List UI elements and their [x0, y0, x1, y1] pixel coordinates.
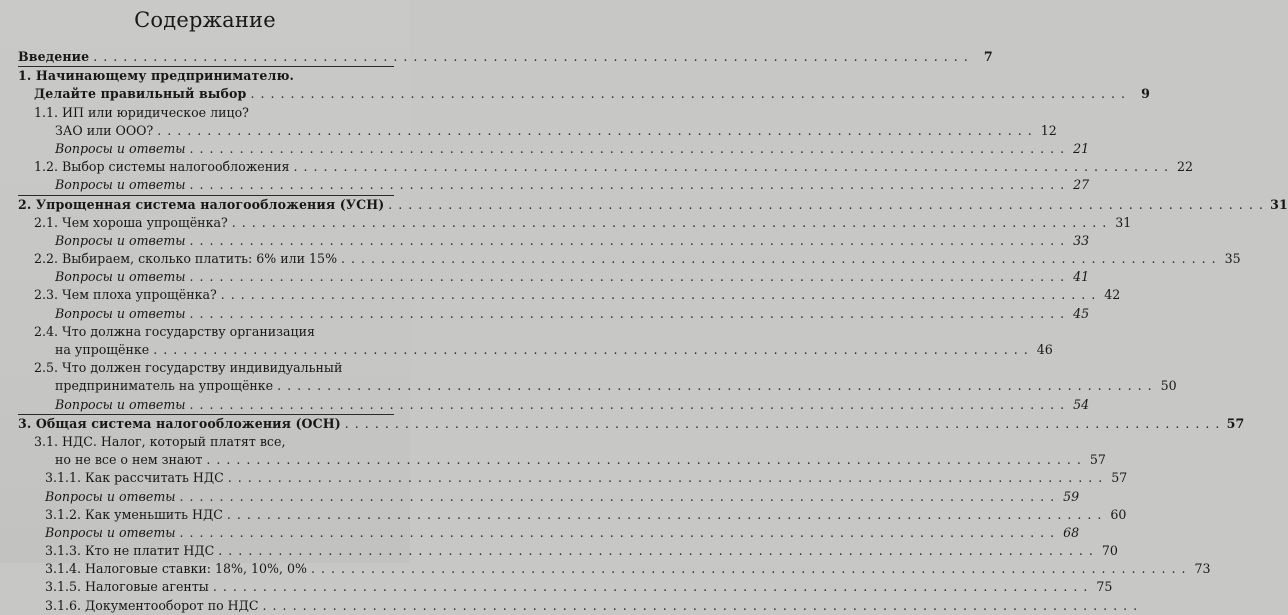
toc-entry-title: 3.1.2. Как уменьшить НДС: [45, 506, 223, 522]
toc-entry: [18, 122, 1057, 140]
toc-entry-title: 2.3. Чем плоха упрощёнка?: [34, 287, 217, 303]
toc-entry-title: 3.1.4. Налоговые ставки: 18%, 10%, 0%: [45, 561, 307, 577]
dot-leader: [153, 122, 1037, 140]
dot-leader: [307, 560, 1191, 578]
dot-leader: [209, 578, 1093, 596]
toc-entry: [18, 469, 1128, 487]
dot-leader: [202, 451, 1086, 469]
table-of-contents: [18, 48, 1288, 615]
toc-entry-title: на упрощёнке: [55, 342, 150, 357]
toc-entry-page: 42: [1104, 287, 1121, 303]
toc-entry-page: 45: [1073, 305, 1090, 321]
toc-entry-page: 22: [1177, 159, 1194, 175]
toc-entry-title: 2. Упрощенная система налогообложения (УСН): [18, 196, 385, 212]
toc-entry: [18, 524, 1080, 542]
toc-entry: [18, 506, 1127, 524]
toc-entry: [18, 377, 1177, 395]
dot-leader: [186, 305, 1070, 323]
toc-entry-page: 70: [1101, 543, 1118, 559]
toc-entry-title: 2.5. Что должен государству индивидуальный: [34, 360, 343, 376]
toc-entry-title: 3. Общая система налогообложения (ОСН): [18, 415, 341, 431]
dot-leader: [186, 268, 1070, 286]
toc-entry-page: 12: [1040, 122, 1057, 138]
toc-entry-title: 1.1. ИП или юридическое лицо?: [34, 104, 249, 120]
toc-entry: [18, 414, 1245, 433]
toc-entry-title: но не все о нем знают: [55, 452, 203, 468]
toc-entry-page: 57: [1111, 470, 1128, 486]
toc-entry-page: 7: [983, 49, 993, 64]
toc-entry-title: Вопросы и ответы: [55, 232, 186, 248]
toc-entry-page: 41: [1073, 269, 1090, 285]
toc-entry-page: 60: [1110, 506, 1127, 522]
toc-entry: [18, 396, 1090, 414]
toc-entry-page: 35: [1224, 251, 1241, 267]
toc-entry: [18, 140, 1090, 158]
dot-leader: [89, 48, 973, 66]
dot-leader: [214, 542, 1098, 560]
toc-entry-page: 31: [1270, 196, 1288, 212]
toc-entry: [18, 158, 1194, 176]
dot-leader: [149, 341, 1033, 359]
toc-entry-title: Вопросы и ответы: [55, 305, 186, 321]
toc-entry-page: 57: [1089, 452, 1106, 468]
dot-leader: [273, 377, 1157, 395]
toc-entry-title: 1.2. Выбор системы налогообложения: [34, 159, 290, 175]
dot-leader: [337, 250, 1221, 268]
toc-entry-title: 3.1.3. Кто не платит НДС: [45, 543, 215, 559]
toc-entry: [18, 48, 993, 66]
toc-entry-title: 1. Начинающему предпринимателю.: [18, 68, 295, 84]
toc-entry: [18, 176, 1090, 194]
toc-entry-page: 57: [1226, 415, 1245, 431]
toc-entry: [18, 488, 1080, 506]
toc-entry-page: 46: [1036, 342, 1053, 357]
toc-entry: [18, 578, 1113, 596]
dot-leader: [186, 140, 1070, 158]
toc-entry-title: предприниматель на упрощёнке: [55, 378, 274, 394]
toc-entry-title: 3.1.1. Как рассчитать НДС: [45, 470, 224, 486]
toc-entry-page: 9: [1141, 86, 1151, 102]
toc-entry: [18, 341, 1053, 359]
dot-leader: [228, 214, 1112, 232]
toc-entry: [18, 286, 1121, 304]
dot-leader: [341, 415, 1225, 433]
toc-entry-title: 2.2. Выбираем, сколько платить: 6% или 15%: [34, 251, 338, 267]
toc-entry-title: 2.4. Что должна государству организация: [34, 323, 315, 339]
toc-entry: [18, 250, 1241, 268]
toc-entry: [18, 560, 1211, 578]
toc-entry: [18, 305, 1090, 323]
toc-entry: [18, 359, 394, 377]
toc-entry-title: Вопросы и ответы: [45, 524, 176, 540]
toc-entry-title: Вопросы и ответы: [55, 396, 186, 412]
toc-entry-page: 50: [1160, 378, 1177, 394]
dot-leader: [176, 524, 1060, 542]
dot-leader: [223, 506, 1107, 524]
toc-entry-page: 31: [1115, 214, 1132, 230]
toc-entry-page: 73: [1194, 561, 1211, 577]
dot-leader: [224, 469, 1108, 487]
toc-entry-title: 3.1.5. Налоговые агенты: [45, 579, 209, 595]
toc-entry-title: Вопросы и ответы: [55, 140, 186, 156]
toc-entry: [18, 323, 394, 341]
toc-entry: [18, 104, 394, 122]
toc-entry: [18, 597, 394, 615]
dot-leader: [186, 396, 1070, 414]
page-title: Содержание: [134, 8, 276, 32]
toc-entry: [18, 195, 1288, 214]
dot-leader: [259, 597, 1143, 615]
toc-entry-page: 75: [1096, 579, 1113, 595]
dot-leader: [217, 286, 1101, 304]
toc-entry-page: 68: [1063, 524, 1080, 540]
toc-entry-page: 54: [1073, 396, 1090, 412]
toc-entry-title: Вопросы и ответы: [55, 269, 186, 285]
dot-leader: [289, 158, 1173, 176]
dot-leader: [246, 85, 1130, 103]
toc-entry-title: ЗАО или ООО?: [55, 122, 154, 138]
toc-entry-title: Вопросы и ответы: [45, 488, 176, 504]
toc-entry: [18, 542, 1118, 560]
dot-leader: [186, 176, 1070, 194]
toc-entry-page: 27: [1073, 177, 1090, 193]
toc-entry: [18, 66, 394, 85]
dot-leader: [176, 488, 1060, 506]
toc-entry-title: 2.1. Чем хороша упрощёнка?: [34, 214, 228, 230]
toc-entry-page: 59: [1063, 488, 1080, 504]
toc-entry: [18, 433, 394, 451]
toc-entry: [18, 232, 1090, 250]
toc-entry: [18, 85, 1151, 103]
toc-entry-title: 3.1.6. Документооборот по НДС: [45, 597, 259, 613]
dot-leader: [186, 232, 1070, 250]
toc-entry-title: 3.1. НДС. Налог, который платят все,: [34, 433, 286, 449]
toc-entry: [18, 268, 1090, 286]
toc-entry: [18, 214, 1132, 232]
toc-entry-title: Делайте правильный выбор: [34, 86, 247, 102]
dot-leader: [384, 196, 1268, 214]
toc-entry-page: 33: [1073, 232, 1090, 248]
toc-entry-title: Вопросы и ответы: [55, 177, 186, 193]
toc-entry: [18, 451, 1106, 469]
toc-entry-title: Введение: [18, 49, 90, 64]
toc-entry-page: 21: [1073, 140, 1090, 156]
